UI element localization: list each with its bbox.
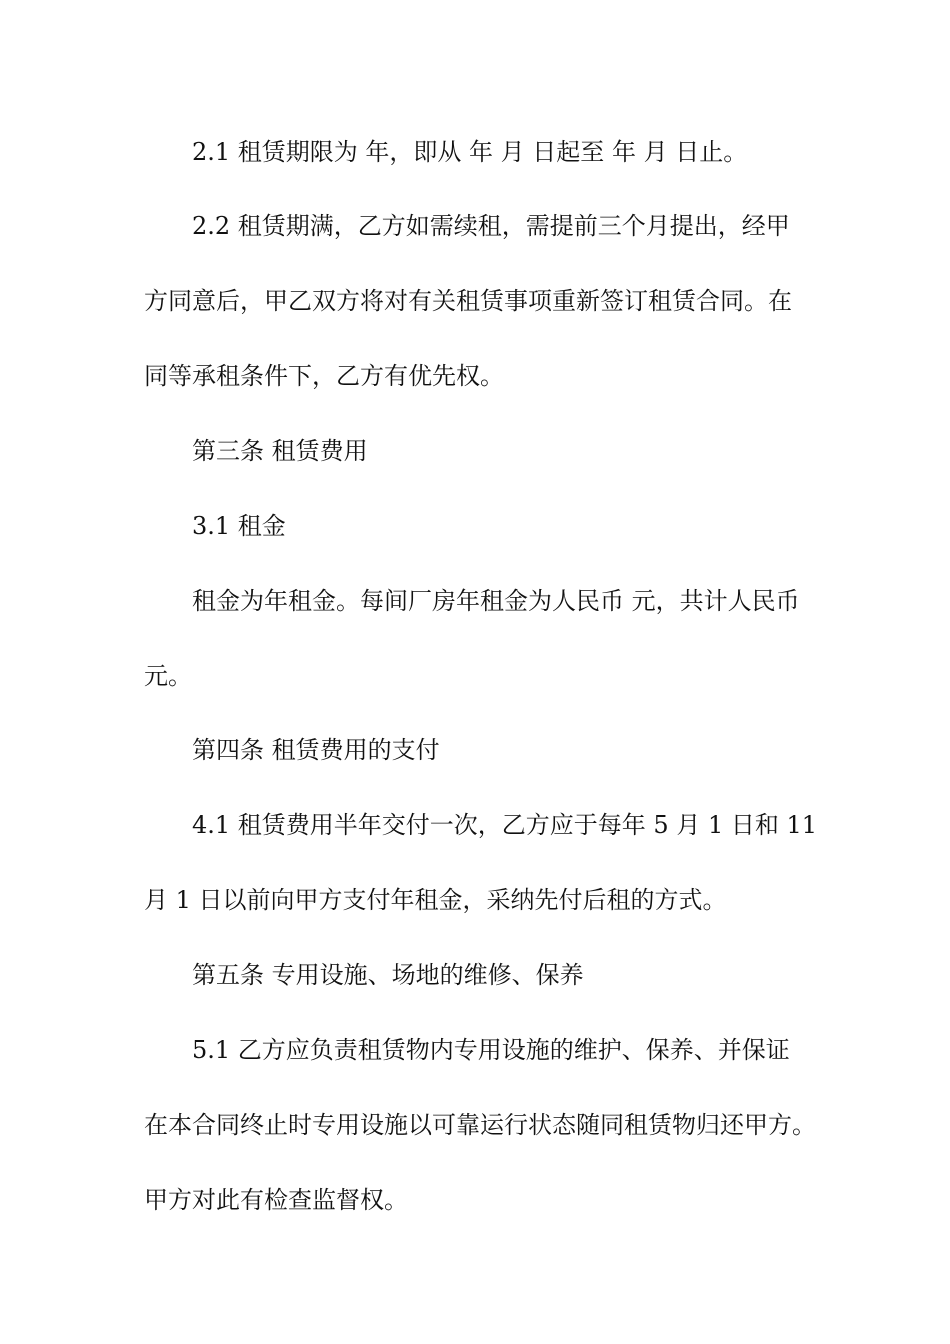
clause-5-1-line-2: 在本合同终止时专用设施以可靠运行状态随同租赁物归还甲方。 — [144, 1111, 816, 1139]
clause-4-1-line-1: 4.1 租赁费用半年交付一次，乙方应于每年 5 月 1 日和 11 — [192, 811, 818, 839]
article-5-heading: 第五条 专用设施、场地的维修、保养 — [192, 961, 584, 989]
clause-2-1-lease-term: 2.1 租赁期限为 年，即从 年 月 日起至 年 月 日止。 — [192, 138, 748, 166]
article-4-heading: 第四条 租赁费用的支付 — [192, 736, 440, 764]
clause-4-1-line-2: 月 1 日以前向甲方支付年租金，采纳先付后租的方式。 — [144, 886, 727, 914]
clause-5-1-line-3: 甲方对此有检查监督权。 — [144, 1186, 408, 1214]
clause-2-2-renewal-line-3: 同等承租条件下，乙方有优先权。 — [144, 362, 504, 390]
rent-text-line-2: 元。 — [144, 662, 192, 690]
article-3-heading: 第三条 租赁费用 — [192, 437, 368, 465]
clause-3-1-heading: 3.1 租金 — [192, 512, 286, 540]
clause-5-1-line-1: 5.1 乙方应负责租赁物内专用设施的维护、保养、并保证 — [192, 1036, 790, 1064]
clause-2-2-renewal-line-1: 2.2 租赁期满，乙方如需续租，需提前三个月提出，经甲 — [192, 212, 790, 240]
rent-text-line-1: 租金为年租金。每间厂房年租金为人民币 元，共计人民币 — [192, 587, 800, 615]
clause-2-2-renewal-line-2: 方同意后，甲乙双方将对有关租赁事项重新签订租赁合同。在 — [144, 287, 792, 315]
